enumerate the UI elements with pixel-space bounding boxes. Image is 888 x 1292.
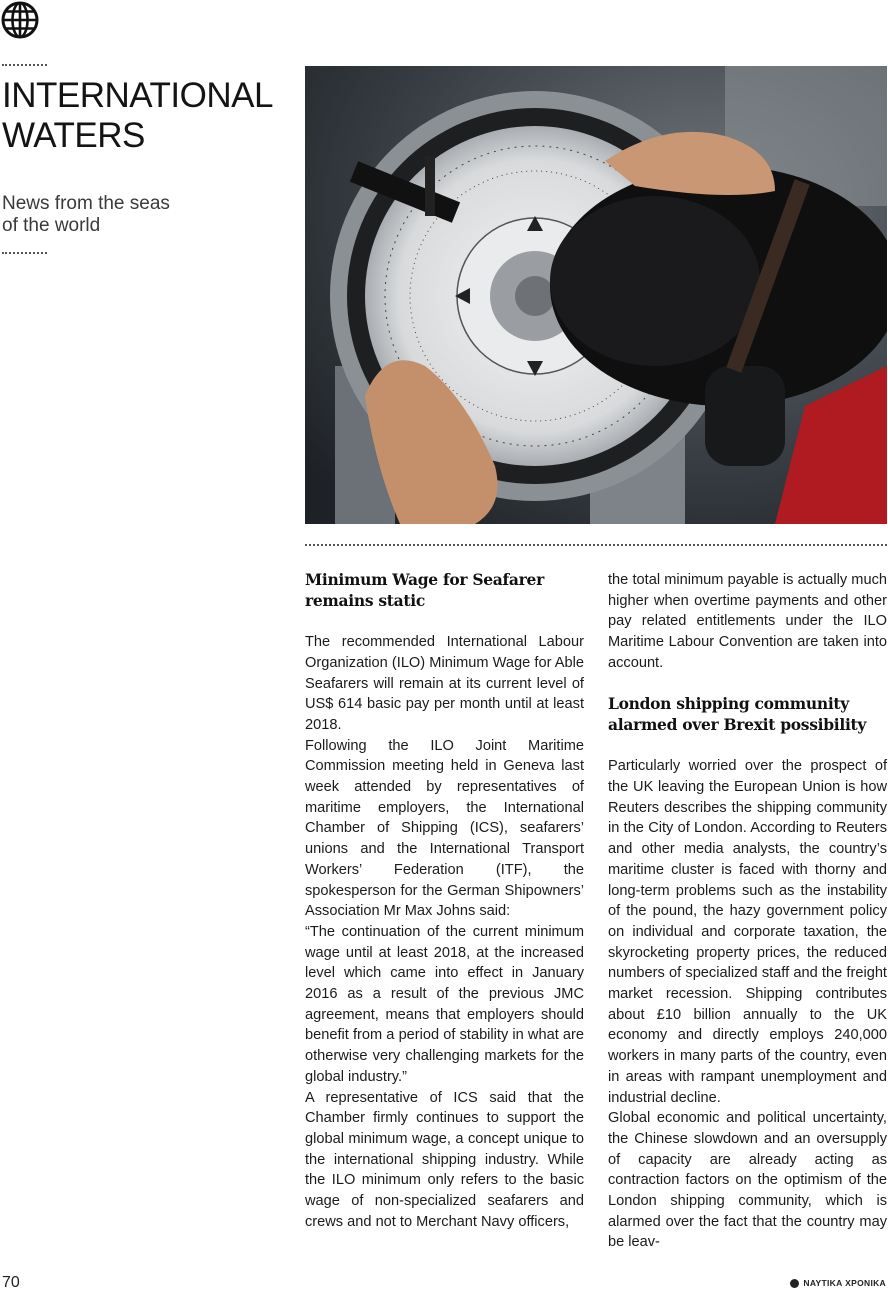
section-divider-top <box>2 64 47 66</box>
article-column-left <box>305 570 584 1232</box>
headline-line: Minimum Wage for Seafarer <box>305 570 544 589</box>
article-photo <box>305 66 887 524</box>
article1-paragraph: The recommended International Labour Organization (ILO) Minimum Wage for Able Seafarers will remain at its current level of US$ 614 basic pay per month until at least 2018. <box>305 634 584 733</box>
article1-paragraph: the total minimum payable is actually much higher when overtime payments and other pay related entitlements under the ILO Maritime Labour Convention are taken into account. <box>608 572 887 671</box>
article2-paragraph: Global economic and political uncertainty, the Chinese slowdown and an oversupply of capacity are already acting as contraction factors on the optimism of the London shipping community, which is alarmed over the fact that the country may be leav- <box>608 1110 887 1251</box>
headline-line: London shipping community <box>608 694 849 714</box>
section-title-line: WATERS <box>2 116 145 155</box>
section-subtitle <box>2 193 202 237</box>
article1-paragraph: A representative of ICS said that the Chamber firmly continues to support the global minimum wage, a concept unique to the international shipping industry. While the ILO minimum only refers to the basic wage of non-specialized seafarers and crews and not to Merchant Navy officers, <box>305 1089 584 1230</box>
section-subtitle-line: News from the seas <box>2 193 170 214</box>
publication-logo <box>790 1278 886 1288</box>
headline-line: alarmed over Brexit possibility <box>608 714 867 734</box>
section-title-line: INTERNATIONAL <box>2 76 273 115</box>
page-number: 70 <box>2 1274 20 1291</box>
article2-paragraph: Particularly worried over the prospect of the UK leaving the European Union is how Reuters describes the shipping community in the City of London. According to Reuters and other media analysts, the country’s maritime cluster is faced with thorny and long-term problems such as the instability of the pound, the hazy government policy on individual and corporate taxation, the skyrocketing property prices, the reduced numbers of specialized staff and the freight market recession. Shipping contributes about £10 billion annually to the UK economy and directly employs 240,000 workers in many parts of the country, even in areas with rampant unemployment and industrial decline. <box>608 758 887 1106</box>
article1-paragraph: Following the ILO Joint Maritime Commission meeting held in Geneva last week attended by representatives of maritime employers, the International Chamber of Shipping (ICS), seafarers’ unions and the International Transport Workers’ Federation (ITF), the spokesperson for the German Shipowners’ Association Mr Max Johns said: <box>305 737 584 920</box>
headline-line: remains static <box>305 590 425 610</box>
section-subtitle-line: of the world <box>2 215 101 236</box>
photo-compass-bearing-circle <box>305 66 887 524</box>
globe-icon <box>1 1 39 39</box>
publication-name: ΝΑΥΤΙΚΑ ΧΡΟΝΙΚΑ <box>803 1278 886 1288</box>
article2-headline <box>608 694 887 735</box>
publication-mark-icon <box>790 1279 799 1288</box>
article-column-right <box>608 570 887 1253</box>
article-divider <box>305 544 887 546</box>
article1-paragraph: “The continuation of the current minimum wage until at least 2018, at the increased level which came into effect in January 2016 as a result of the previous JMC agreement, means that employers should benefit from a period of stability in what are otherwise very challenging markets for the global industry.” <box>305 923 584 1085</box>
section-divider-bottom <box>2 252 47 254</box>
section-title <box>2 76 292 156</box>
article1-headline <box>305 570 584 611</box>
